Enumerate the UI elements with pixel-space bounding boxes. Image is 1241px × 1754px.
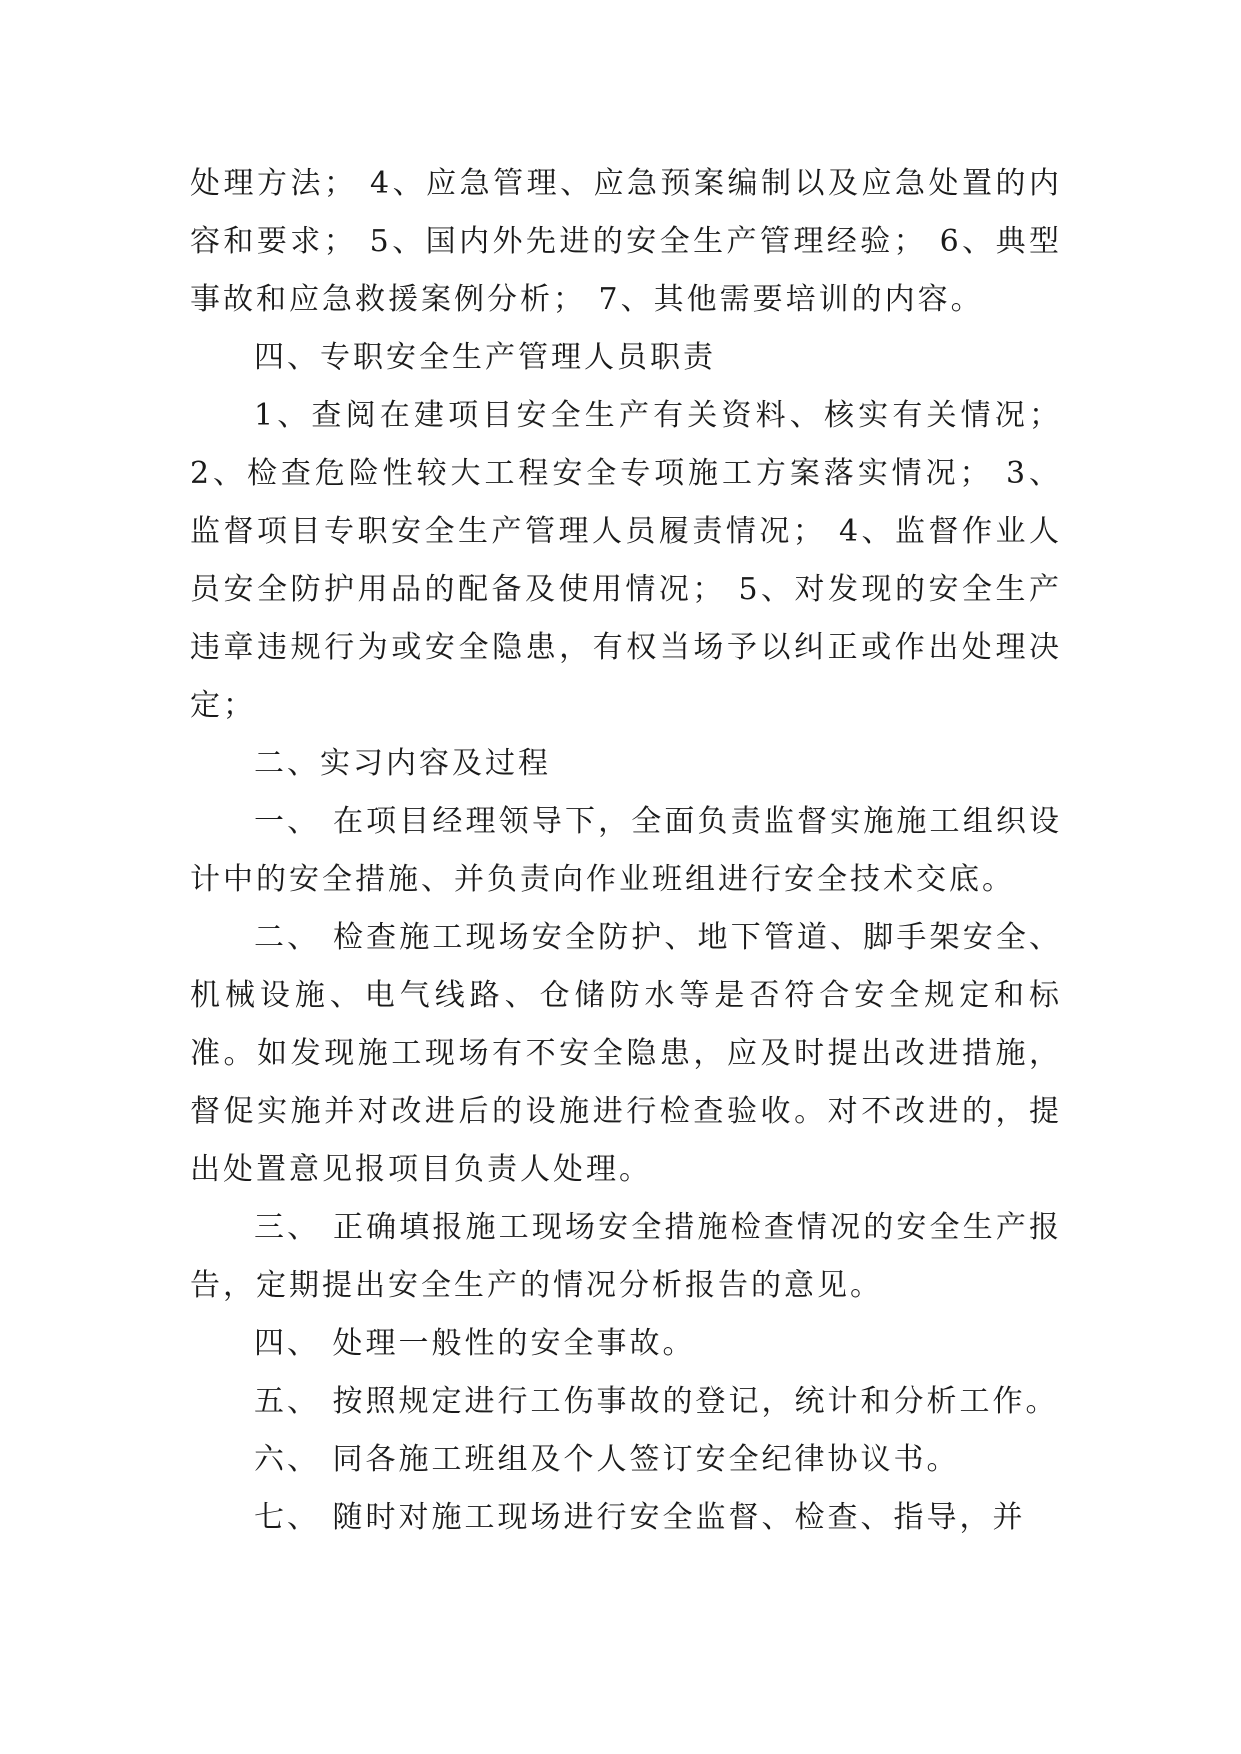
paragraph-item-5: 五、 按照规定进行工伤事故的登记，统计和分析工作。 [254,1384,1059,1419]
paragraph-training-content-continued: 处理方法； 4、应急管理、应急预案编制以及应急处置的内容和要求； 5、国内外先进的安全生产管理经验； 6、典型事故和应急救援案例分析； 7、其他需要培训的内容。 [190,166,1062,317]
paragraph-safety-officer-duties: 1、查阅在建项目安全生产有关资料、核实有关情况； 2、检查危险性较大工程安全专项施工方案落实情况； 3、监督项目专职安全生产管理人员履责情况； 4、监督作业人员安全防护用品的配备及使用情况； 5、对发现的安全生产违章违规行为或安全隐患，有权当场予以纠正或作出处理决定； [190,398,1075,723]
paragraph-item-6: 六、 同各施工班组及个人签订安全纪律协议书。 [254,1442,960,1477]
paragraph-item-1: 一、 在项目经理领导下，全面负责监督实施施工组织设计中的安全措施、并负责向作业班组进行安全技术交底。 [190,804,1062,897]
paragraph-item-4: 四、 处理一般性的安全事故。 [254,1326,696,1361]
paragraph-item-7: 七、 随时对施工现场进行安全监督、检查、指导，并 [254,1500,1026,1535]
document-body [190,155,1075,1547]
heading-safety-officer-duties: 四、专职安全生产管理人员职责 [254,340,716,375]
paragraph-item-2: 二、 检查施工现场安全防护、地下管道、脚手架安全、机械设施、电气线路、仓储防水等是否符合安全规定和标准。如发现施工现场有不安全隐患，应及时提出改进措施，督促实施并对改进后的设施进行检查验收。对不改进的，提出处置意见报项目负责人处理。 [190,920,1062,1187]
paragraph-item-3: 三、 正确填报施工现场安全措施检查情况的安全生产报告，定期提出安全生产的情况分析报告的意见。 [190,1210,1062,1303]
heading-internship-content: 二、实习内容及过程 [254,746,551,781]
